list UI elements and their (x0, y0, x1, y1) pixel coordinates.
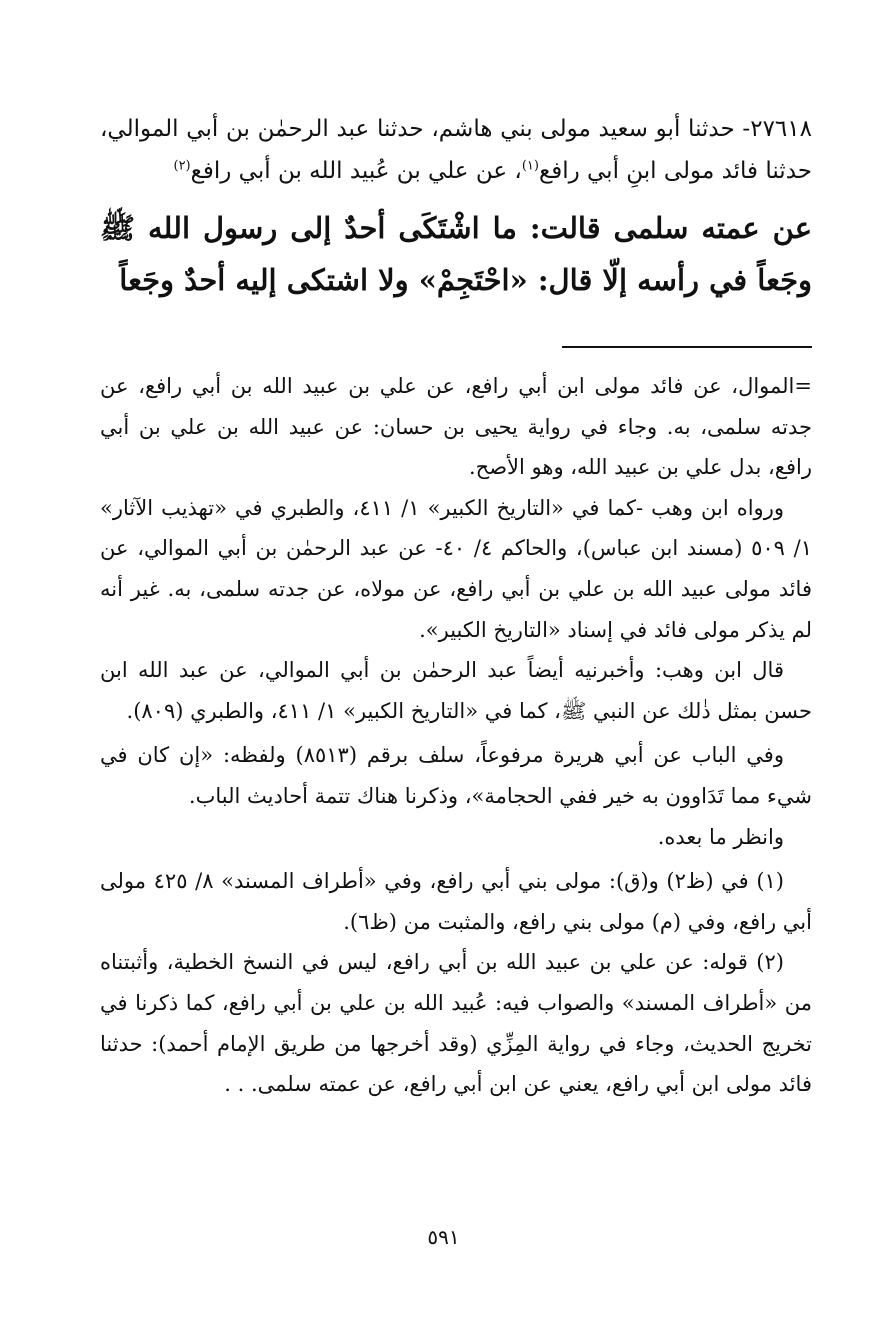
hadith-matn: عن عمته سلمى قالت: ما اشْتَكَى أحدٌ إلى رسول الله ﷺ وجَعاً في رأسه إلّا قال: «احْتَجِمْ» ولا اشتكى إليه أحدٌ وجَعاً (100, 211, 812, 297)
footnote-2: (٢) قوله: عن علي بن عبيد الله بن أبي رافع، ليس في النسخ الخطية، وأثبتناه من «أطراف المسند» والصواب فيه: عُبيد الله بن علي بن أبي رافع، كما ذكرنا في تخريج الحديث، وجاء في رواية المِزِّي (وقد أخرجها من طريق الإمام أحمد): حدثنا فائد مولى ابن أبي رافع، يعني عن ابن أبي رافع، عن عمته سلمى. . . (100, 950, 812, 1097)
hadith-isnad (100, 108, 812, 192)
isnad-text-part-2: ، عن علي بن عُبيد الله بن أبي رافع (190, 158, 522, 184)
footnote-paragraph-4: وفي الباب عن أبي هريرة مرفوعاً، سلف برقم (٨٥١٣) ولفظه: «إن كان في شيء مما تَدَاوون به خير ففي الحجامة»، وذكرنا هناك تتمة أحاديث الباب. (100, 743, 812, 808)
footnote-paragraph-2: ورواه ابن وهب -كما في «التاريخ الكبير» ١/ ٤١١، والطبري في «تهذيب الآثار» ١/ ٥٠٩ (مسند ابن عباس)، والحاكم ٤/ ٤٠- عن عبد الرحمٰن بن أبي الموالي، عن فائد مولى عبيد الله بن علي بن أبي رافع، عن مولاه، عن جدته سلمى، به. غير أنه لم يذكر مولى فائد في إسناد «التاريخ الكبير». (100, 495, 812, 642)
footnote-paragraph-5: وانظر ما بعده. (657, 824, 784, 849)
footnote-1: (١) في (ظ٢) و(ق): مولى بني أبي رافع، وفي «أطراف المسند» ٨/ ٤٢٥ مولى أبي رافع، وفي (م) مولى بني رافع، والمثبت من (ظ٦). (100, 869, 812, 934)
page-content (100, 108, 812, 1105)
footnote-ref-2[interactable]: (٢) (173, 158, 191, 174)
isnad-text-part-1: - حدثنا أبو سعيد مولى بني هاشم، حدثنا عبد الرحمٰن بن أبي الموالي، حدثنا فائد مولى ابنِ أبي رافع (100, 116, 812, 184)
footnote-separator (562, 346, 812, 348)
footnote-continuation: =الموال، عن فائد مولى ابن أبي رافع، عن علي بن عبيد الله بن أبي رافع، عن جدته سلمى، به. وجاء في رواية يحيى بن حسان: عن عبيد الله بن علي بن أبي رافع، بدل علي بن عبيد الله، وهو الأصح. (100, 374, 812, 480)
footnote-paragraph-3: قال ابن وهب: وأخبرنيه أيضاً عبد الرحمٰن بن أبي الموالي، عن عبد الله ابن حسن بمثل ذٰلك عن النبي ﷺ، كما في «التاريخ الكبير» ١/ ٤١١، والطبري (٨٠٩). (100, 658, 812, 723)
hadith-number: ٢٧٦١٨ (750, 116, 812, 142)
page-number: ٥٩١ (427, 1225, 460, 1249)
footnote-ref-1[interactable]: (١) (521, 158, 539, 174)
